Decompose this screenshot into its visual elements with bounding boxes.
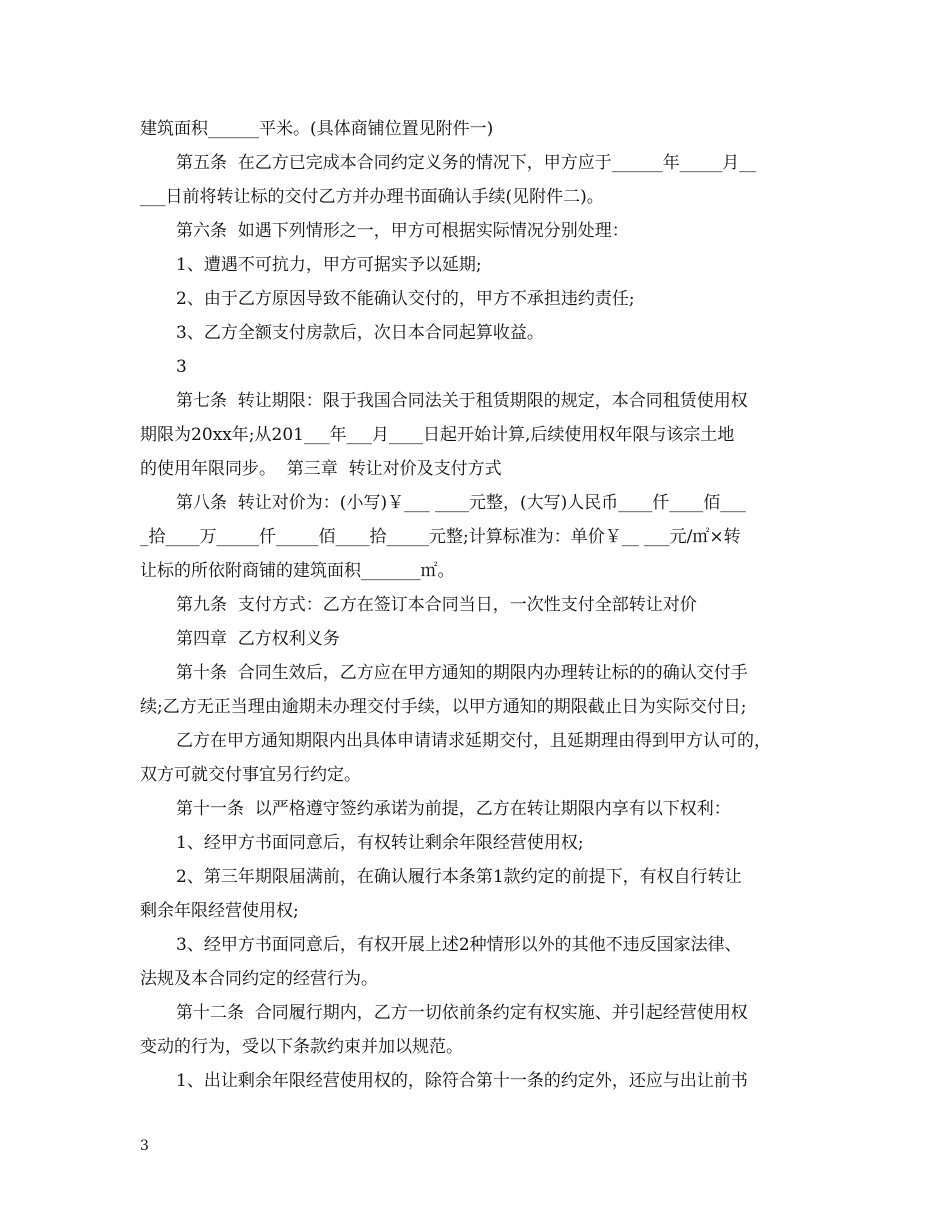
- article-10-line-2: 续;乙方无正当理由逾期未办理交付手续，以甲方通知的期限截止日为实际交付日;: [140, 697, 747, 717]
- article-5-line-2: ___日前将转让标的交付乙方并办理书面确认手续(见附件二)。: [140, 187, 604, 207]
- article-9: 第九条 支付方式：乙方在签订本合同当日，一次性支付全部转让对价: [176, 595, 697, 615]
- article-6-item-2: 2、由于乙方原因导致不能确认交付的，甲方不承担违约责任;: [176, 289, 635, 309]
- article-6-item-1: 1、遭遇不可抗力，甲方可据实予以延期;: [176, 255, 482, 275]
- article-6: 第六条 如遇下列情形之一，甲方可根据实际情况分别处理：: [176, 221, 629, 241]
- article-6-item-3: 3、乙方全额支付房款后，次日本合同起算收益。: [176, 323, 544, 343]
- article-11-item-2-line-1: 2、第三年期限届满前，在确认履行本条第1款约定的前提下，有权自行转让: [176, 867, 742, 887]
- article-7-line-2: 期限为20xx年;从201___年___月____日起开始计算,后续使用权年限与该宗土地: [140, 425, 735, 445]
- article-10-line-4: 双方可就交付事宜另行约定。: [140, 765, 361, 785]
- article-10-line-3: 乙方在甲方通知期限内出具体申请请求延期交付，且延期理由得到甲方认可的，: [176, 731, 771, 751]
- article-12-line-1: 第十二条 合同履行期内，乙方一切依前条约定有权实施、并引起经营使用权: [176, 1003, 748, 1023]
- article-10-line-1: 第十条 合同生效后，乙方应在甲方通知的期限内办理转让标的的确认交付手: [176, 663, 748, 683]
- inline-number: 3: [176, 357, 187, 377]
- article-7-line-1: 第七条 转让期限：限于我国合同法关于租赁期限的规定，本合同租赁使用权: [176, 391, 748, 411]
- article-5-line-1: 第五条 在乙方已完成本合同约定义务的情况下，甲方应于______年_____月__: [176, 153, 757, 173]
- article-12-line-2: 变动的行为，受以下条款约束并加以规范。: [140, 1037, 463, 1057]
- article-8-line-1: 第八条 转让对价为：(小写)￥___ ____元整，(大写)人民币____仟____佰___: [176, 493, 746, 513]
- page-number: 3: [140, 1138, 149, 1154]
- article-11-item-3-line-2: 法规及本合同约定的经营行为。: [140, 969, 378, 989]
- article-11: 第十一条 以严格遵守签约承诺为前提，乙方在转让期限内享有以下权利：: [176, 799, 731, 819]
- article-11-item-2-line-2: 剩余年限经营使用权;: [140, 901, 299, 921]
- document-body: [140, 112, 812, 1098]
- article-11-item-3-line-1: 3、经甲方书面同意后，有权开展上述2种情形以外的其他不违反国家法律、: [176, 935, 742, 955]
- chapter-4-heading: 第四章 乙方权利义务: [176, 629, 340, 649]
- article-12-item-1: 1、出让剩余年限经营使用权的，除符合第十一条的约定外，还应与出让前书: [176, 1071, 748, 1091]
- article-7-line-3: 的使用年限同步。 第三章 转让对价及支付方式: [140, 459, 502, 479]
- text-line-1: 建筑面积______平米。(具体商铺位置见附件一): [140, 119, 494, 139]
- article-8-line-2: _拾____万_____仟_____佰____拾_____元整;计算标准为：单价￥__ ___元/㎡×转: [140, 527, 741, 547]
- article-11-item-1: 1、经甲方书面同意后，有权转让剩余年限经营使用权;: [176, 833, 584, 853]
- article-8-line-3: 让标的所依附商铺的建筑面积_______㎡。: [140, 561, 455, 581]
